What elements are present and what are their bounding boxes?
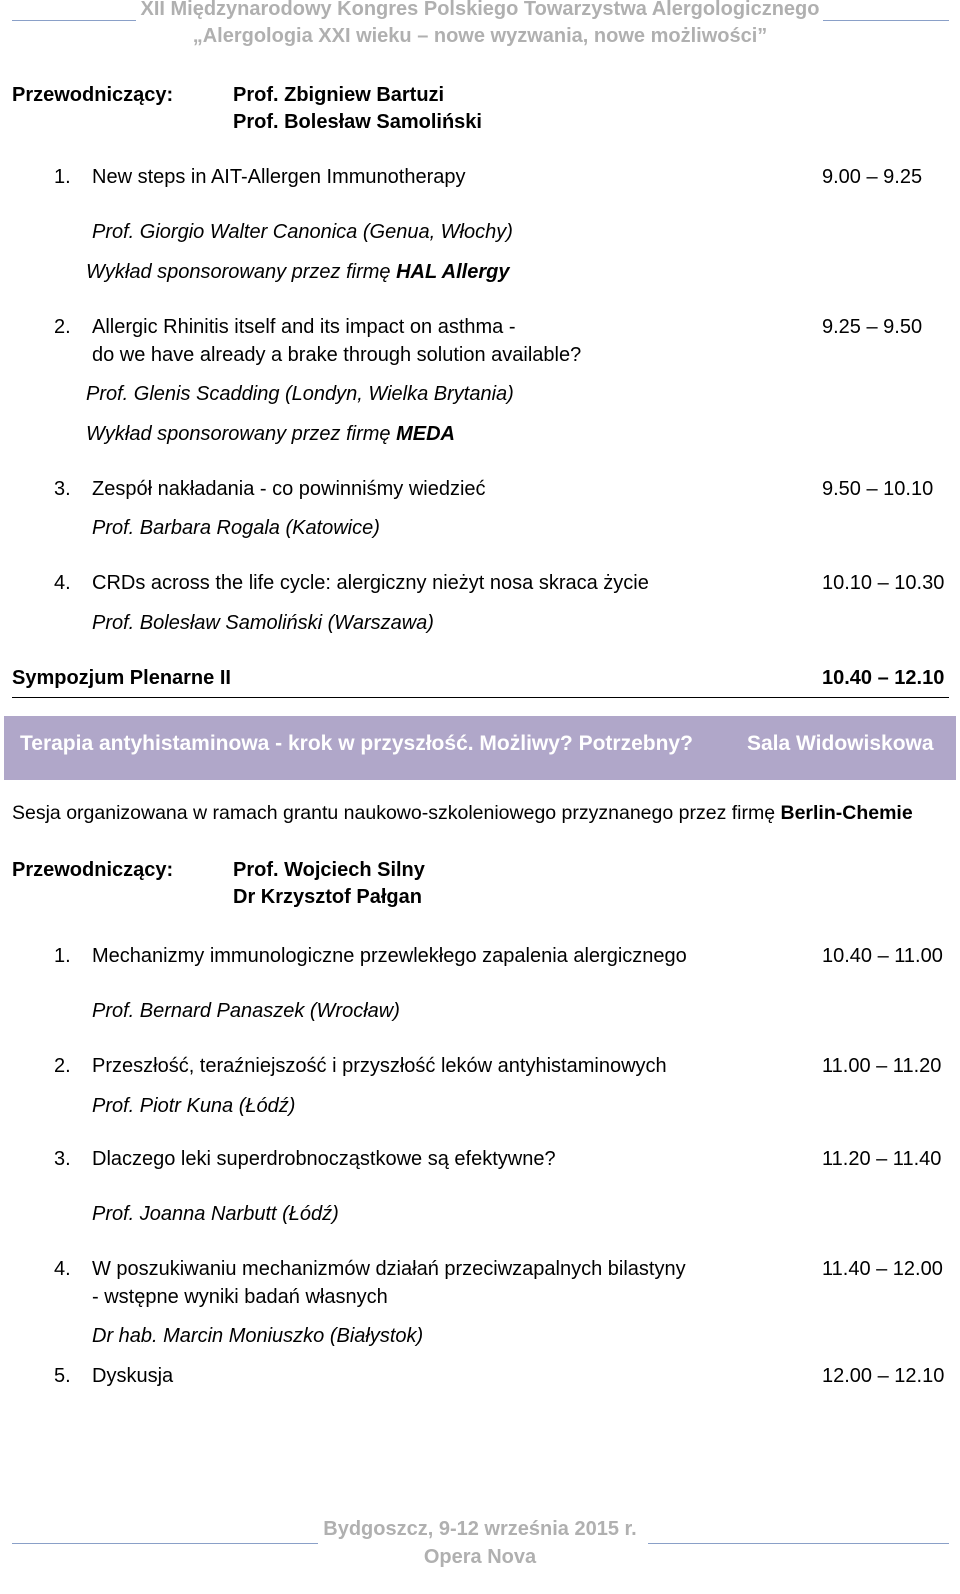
chairs-label: Przewodniczący: xyxy=(12,84,174,106)
item-title: Zespół nakładania - co powinniśmy wiedzieć xyxy=(92,478,486,500)
sponsor-name: MEDA xyxy=(396,423,455,445)
item-title: CRDs across the life cycle: alergiczny nieżyt nosa skraca życie xyxy=(92,572,649,594)
item-title: W poszukiwaniu mechanizmów działań przeciwzapalnych bilastyny xyxy=(92,1258,686,1280)
item-time: 9.25 – 9.50 xyxy=(822,316,923,338)
chair-name: Prof. Wojciech Silny xyxy=(233,859,425,881)
footer-location: Bydgoszcz, 9-12 września 2015 r. xyxy=(323,1518,637,1540)
item-speaker: Prof. Barbara Rogala (Katowice) xyxy=(92,517,380,539)
item-title: Mechanizmy immunologiczne przewlekłego zapalenia alergicznego xyxy=(92,945,687,967)
item-number: 1. xyxy=(54,166,71,188)
item-speaker: Prof. Bernard Panaszek (Wrocław) xyxy=(92,1000,400,1022)
item-number: 3. xyxy=(54,478,71,500)
header-title: XII Międzynarodowy Kongres Polskiego Towarzystwa Alergologicznego xyxy=(140,0,820,20)
item-speaker: Dr hab. Marcin Moniuszko (Białystok) xyxy=(92,1325,424,1347)
item-title-continued: do we have already a brake through solution available? xyxy=(92,344,582,366)
item-title: Dlaczego leki superdrobnocząstkowe są efektywne? xyxy=(92,1148,556,1170)
item-number: 2. xyxy=(54,1055,71,1077)
item-speaker: Prof. Piotr Kuna (Łódź) xyxy=(92,1095,296,1117)
item-time: 9.00 – 9.25 xyxy=(822,166,923,188)
item-sponsor xyxy=(86,261,509,284)
symposium-time: 10.40 – 12.10 xyxy=(822,667,945,689)
item-time: 11.20 – 11.40 xyxy=(822,1148,942,1170)
session-room: Sala Widowiskowa xyxy=(747,732,934,755)
chair-name: Prof. Bolesław Samoliński xyxy=(233,111,482,133)
session-title-band xyxy=(4,716,956,780)
item-time: 11.40 – 12.00 xyxy=(822,1258,943,1280)
chair-name: Prof. Zbigniew Bartuzi xyxy=(233,84,445,106)
chair-name: Dr Krzysztof Pałgan xyxy=(233,886,422,908)
symposium-name: Sympozjum Plenarne II xyxy=(12,667,231,689)
sponsor-name: HAL Allergy xyxy=(396,261,510,283)
item-title: Przeszłość, teraźniejszość i przyszłość leków antyhistaminowych xyxy=(92,1055,667,1077)
item-title: New steps in AIT-Allergen Immunotherapy xyxy=(92,166,466,188)
session-title: Terapia antyhistaminowa - krok w przyszłość. Możliwy? Potrzebny? xyxy=(20,732,693,755)
grant-note xyxy=(12,802,913,825)
item-number: 1. xyxy=(54,945,71,967)
item-number: 3. xyxy=(54,1148,71,1170)
item-time: 10.40 – 11.00 xyxy=(822,945,943,967)
item-time: 10.10 – 10.30 xyxy=(822,572,945,594)
item-time: 9.50 – 10.10 xyxy=(822,478,934,500)
item-title-continued: - wstępne wyniki badań własnych xyxy=(92,1286,388,1308)
chairs-label: Przewodniczący: xyxy=(12,859,174,881)
item-time: 11.00 – 11.20 xyxy=(822,1055,942,1077)
item-time: 12.00 – 12.10 xyxy=(822,1365,945,1387)
item-speaker: Prof. Joanna Narbutt (Łódź) xyxy=(92,1203,339,1225)
item-sponsor xyxy=(86,423,455,446)
grant-company: Berlin-Chemie xyxy=(780,802,913,824)
item-number: 2. xyxy=(54,316,71,338)
item-title: Allergic Rhinitis itself and its impact on asthma - xyxy=(92,316,516,338)
footer-rule-left xyxy=(12,1543,318,1544)
item-number: 4. xyxy=(54,572,71,594)
sponsor-prefix: Wykład sponsorowany przez firmę xyxy=(86,423,397,445)
item-number: 5. xyxy=(54,1365,71,1387)
item-speaker: Prof. Bolesław Samoliński (Warszawa) xyxy=(92,612,434,634)
item-speaker: Prof. Giorgio Walter Canonica (Genua, Włochy) xyxy=(92,221,513,243)
header-subtitle: „Alergologia XXI wieku – nowe wyzwania, nowe możliwości” xyxy=(192,25,768,47)
item-speaker: Prof. Glenis Scadding (Londyn, Wielka Brytania) xyxy=(86,383,514,405)
item-number: 4. xyxy=(54,1258,71,1280)
footer-venue: Opera Nova xyxy=(423,1546,537,1568)
footer-rule-right xyxy=(648,1543,949,1544)
sponsor-prefix: Wykład sponsorowany przez firmę xyxy=(86,261,397,283)
grant-prefix: Sesja organizowana w ramach grantu naukowo-szkoleniowego przyznanego przez firmę xyxy=(12,802,781,824)
symposium-underline xyxy=(12,697,949,698)
item-title: Dyskusja xyxy=(92,1365,174,1387)
